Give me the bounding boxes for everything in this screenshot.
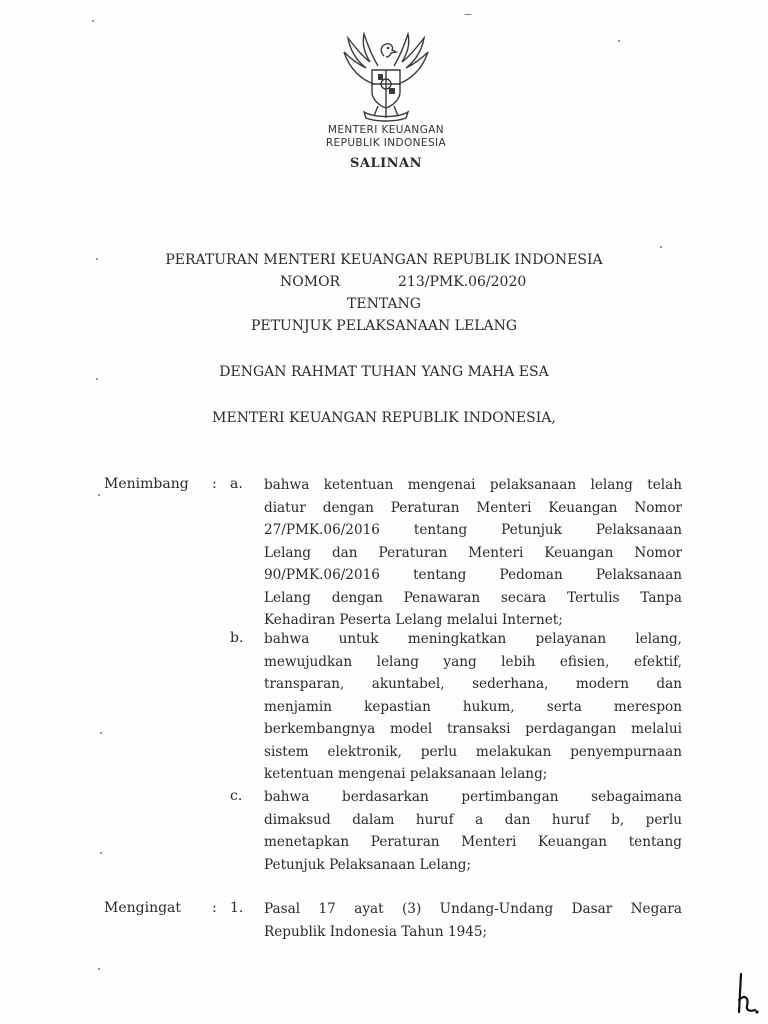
text-line: bahwa ketentuan mengenai pelaksanaan lelang telah (264, 477, 682, 493)
text-line: Lelang dan Peraturan Menteri Keuangan Nomor (264, 544, 682, 561)
copy-label: SALINAN (349, 156, 423, 171)
handwritten-initial-icon (735, 972, 761, 1016)
menimbang-item-b (264, 628, 682, 786)
text-line: Kehadiran Peserta Lelang melalui Internet; (264, 612, 563, 628)
speck (100, 732, 102, 734)
speck (98, 494, 100, 496)
menimbang-item-b-marker: b. (230, 630, 244, 646)
text-line: mewujudkan lelang yang lebih efisien, efektif, (264, 653, 682, 670)
mengingat-label: Mengingat (104, 900, 182, 916)
ministry-name-line2: REPUBLIK INDONESIA (325, 137, 447, 149)
text-line: menetapkan Peraturan Menteri Keuangan tentang (264, 834, 682, 850)
nomor-value: 213/PMK.06/2020 (398, 274, 527, 290)
menimbang-item-a (264, 474, 682, 632)
text-line: bahwa berdasarkan pertimbangan sebagaimana (264, 789, 682, 805)
mengingat-item-1-marker: 1. (230, 900, 244, 916)
text-line: ketentuan mengenai pelaksanaan lelang; (264, 766, 548, 782)
nomor-label: NOMOR (280, 274, 341, 290)
text-line: berkembangnya model transaksi perdagangan melalui (264, 721, 682, 737)
speck (98, 968, 100, 970)
menimbang-label: Menimbang (104, 476, 189, 492)
speck (92, 20, 94, 22)
menimbang-colon: : (212, 476, 217, 492)
speck (100, 852, 102, 854)
text-line: Republik Indonesia Tahun 1945; (264, 923, 488, 940)
text-line: Pasal 17 ayat (3) Undang-Undang Dasar Negara (264, 901, 682, 917)
mengingat-colon: : (212, 900, 217, 916)
text-line: Lelang dengan Penawaran secara Tertulis Tanpa (264, 589, 682, 606)
speck (618, 40, 620, 42)
authority-line: MENTERI KEUANGAN REPUBLIK INDONESIA, (212, 410, 556, 426)
text-line: 27/PMK.06/2016 tentang Petunjuk Pelaksanaan (264, 522, 682, 538)
text-line: sistem elektronik, perlu melakukan penyempurnaan (264, 743, 682, 760)
text-line: menjamin kepastian hukum, serta merespon (264, 698, 682, 715)
tentang-label: TENTANG (347, 296, 421, 312)
mengingat-item-1 (264, 898, 682, 943)
text-line: Petunjuk Pelaksanaan Lelang; (264, 856, 472, 873)
speck (96, 378, 98, 380)
ministry-name-line1: MENTERI KEUANGAN (327, 124, 445, 136)
menimbang-item-a-marker: a. (230, 476, 243, 492)
speck (96, 258, 98, 260)
invocation: DENGAN RAHMAT TUHAN YANG MAHA ESA (219, 364, 549, 380)
garuda-emblem-icon (334, 30, 438, 122)
regulation-subject: PETUNJUK PELAKSANAAN LELANG (250, 318, 518, 334)
regulation-title: PERATURAN MENTERI KEUANGAN REPUBLIK INDONESIA (165, 252, 603, 268)
text-line: 90/PMK.06/2016 tentang Pedoman Pelaksanaan (264, 567, 682, 583)
menimbang-item-c-marker: c. (230, 788, 243, 804)
text-line: dimaksud dalam huruf a dan huruf b, perlu (264, 811, 682, 828)
speck (464, 14, 472, 15)
text-line: diatur dengan Peraturan Menteri Keuangan Nomor (264, 499, 682, 516)
menimbang-item-c (264, 786, 682, 876)
text-line: bahwa untuk meningkatkan pelayanan lelang, (264, 631, 682, 647)
speck (660, 246, 662, 248)
text-line: transparan, akuntabel, sederhana, modern dan (264, 676, 682, 692)
